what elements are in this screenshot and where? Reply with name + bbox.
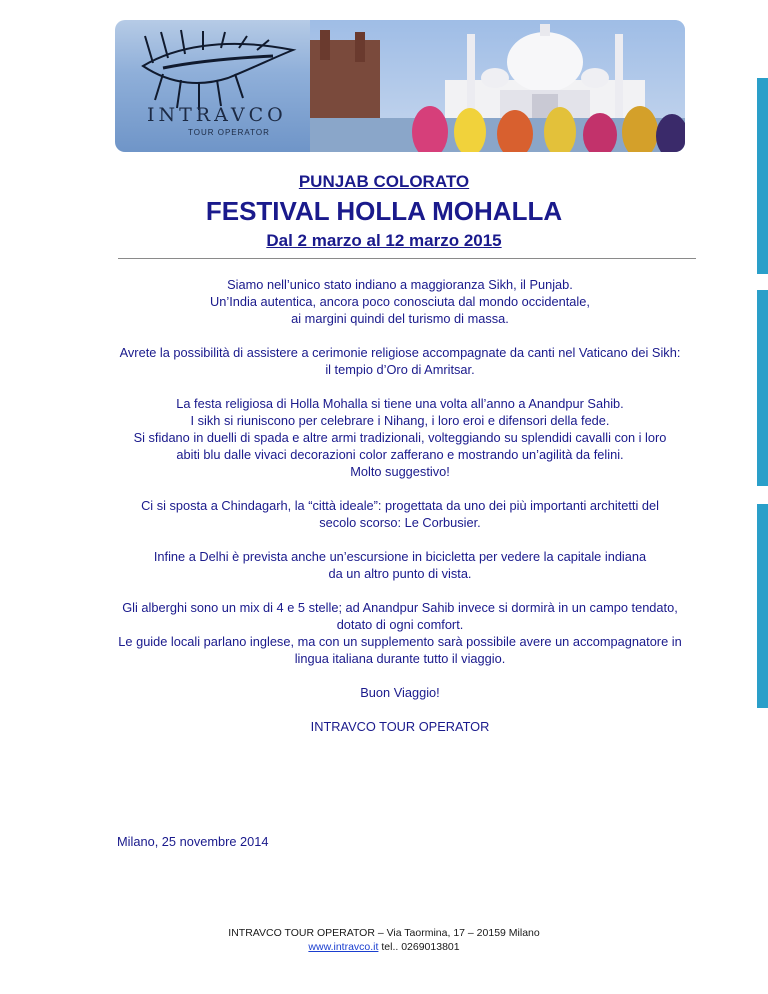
footer-contact bbox=[0, 940, 768, 954]
footer-address: INTRAVCO TOUR OPERATOR – Via Taormina, 17 – 20159 Milano bbox=[228, 927, 540, 939]
paragraph-5 bbox=[95, 548, 705, 582]
text-line: dotato di ogni comfort. bbox=[336, 617, 464, 632]
text-line: ai margini quindi del turismo di massa. bbox=[291, 311, 509, 326]
title-divider bbox=[118, 258, 696, 259]
taj-mahal-photo bbox=[310, 20, 685, 152]
paragraph-1 bbox=[95, 276, 705, 327]
text-line: Avrete la possibilità di assistere a cerimonie religiose accompagnate da canti nel Vaticano dei Sikh: bbox=[119, 345, 681, 360]
footer-phone: tel.. 0269013801 bbox=[378, 941, 460, 953]
date-line: Milano, 25 novembre 2014 bbox=[117, 834, 269, 849]
logo-wordmark: INTRAVCO bbox=[147, 104, 287, 126]
text-line: da un altro punto di vista. bbox=[328, 566, 472, 581]
text-line: I sikh si riuniscono per celebrare i Nihang, i loro eroi e difensori della fede. bbox=[190, 413, 610, 428]
text-line: abiti blu dalle vivaci decorazioni color zafferano e mostrando un’agilità da felini. bbox=[176, 447, 624, 462]
text-line: Molto suggestivo! bbox=[350, 464, 450, 479]
website-link[interactable]: www.intravco.it bbox=[308, 941, 379, 953]
title-line-3: Dal 2 marzo al 12 marzo 2015 bbox=[266, 231, 502, 250]
text-line: Ci si sposta a Chindagarh, la “città ideale”: progettata da uno dei più importanti architetti del bbox=[141, 498, 659, 513]
title-line-1: PUNJAB COLORATO bbox=[298, 172, 470, 191]
paragraph-4 bbox=[95, 497, 705, 531]
text-line: Siamo nell’unico stato indiano a maggioranza Sikh, il Punjab. bbox=[227, 277, 573, 292]
title-line-2: FESTIVAL HOLLA MOHALLA bbox=[205, 196, 563, 226]
text-line: Gli alberghi sono un mix di 4 e 5 stelle; ad Anandpur Sahib invece si dormirà in un campo tendato, bbox=[122, 600, 678, 615]
logo-subtitle: TOUR OPERATOR bbox=[188, 128, 270, 137]
edge-bar-3 bbox=[757, 504, 768, 708]
text-line: secolo scorso: Le Corbusier. bbox=[319, 515, 481, 530]
header-banner bbox=[115, 20, 685, 152]
footer bbox=[0, 926, 768, 954]
closing-signature: INTRAVCO TOUR OPERATOR bbox=[310, 719, 490, 734]
text-line: Le guide locali parlano inglese, ma con un supplemento sarà possibile avere un accompagnatore in bbox=[118, 634, 682, 649]
paragraph-3 bbox=[95, 395, 705, 480]
text-line: La festa religiosa di Holla Mohalla si tiene una volta all’anno a Anandpur Sahib. bbox=[176, 396, 624, 411]
text-line: Si sfidano in duelli di spada e altre armi tradizionali, volteggiando su splendidi cavalli con i loro bbox=[133, 430, 667, 445]
paragraph-2 bbox=[95, 344, 705, 378]
text-line: lingua italiana durante tutto il viaggio. bbox=[294, 651, 506, 666]
edge-bar-2 bbox=[757, 290, 768, 486]
closing-greeting: Buon Viaggio! bbox=[360, 685, 440, 700]
paragraph-6 bbox=[95, 599, 705, 667]
shell-logo-icon bbox=[133, 28, 308, 113]
text-line: il tempio d’Oro di Amritsar. bbox=[325, 362, 475, 377]
body-text bbox=[95, 276, 705, 752]
text-line: Infine a Delhi è prevista anche un’escursione in bicicletta per vedere la capitale indiana bbox=[153, 549, 647, 564]
text-line: Un’India autentica, ancora poco conosciuta dal mondo occidentale, bbox=[210, 294, 590, 309]
